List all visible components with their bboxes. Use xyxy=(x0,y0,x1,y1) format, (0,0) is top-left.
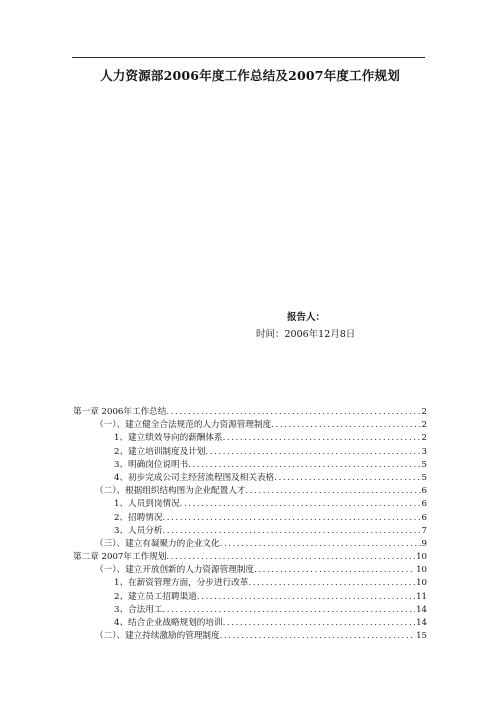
toc-dot-leader xyxy=(166,552,415,562)
toc-page-number: 3 xyxy=(421,446,427,457)
table-of-contents xyxy=(73,405,427,642)
toc-entry-title: 1、在薪资管理方面，分步进行改革 xyxy=(114,578,249,589)
toc-entry[interactable] xyxy=(73,497,427,510)
report-date: 时间：2006年12月8日 xyxy=(256,329,356,340)
toc-page-number: 10 xyxy=(416,565,427,576)
toc-dot-leader xyxy=(245,486,420,496)
toc-page-number: 9 xyxy=(421,538,427,549)
toc-entry-title: 1、人员到岗情况 xyxy=(114,499,180,510)
toc-page-number: 14 xyxy=(416,604,427,615)
toc-entry-title: （二）、建立持续激励的管理制度 xyxy=(95,631,220,642)
toc-entry-title: 3、合法用工 xyxy=(114,604,163,615)
toc-dot-leader xyxy=(274,473,420,483)
toc-page-number: 5 xyxy=(421,459,427,470)
toc-page-number: 15 xyxy=(416,631,427,642)
toc-entry-title: 2、建立员工招聘渠道 xyxy=(114,591,197,602)
toc-page-number: 6 xyxy=(421,499,427,510)
toc-dot-leader xyxy=(188,460,420,470)
toc-entry-title: 1、建立绩效导向的薪酬体系 xyxy=(114,433,223,444)
toc-entry[interactable] xyxy=(73,458,427,471)
toc-entry-title: 2、招聘情况 xyxy=(114,512,163,523)
toc-entry-title: 3、人员分析 xyxy=(114,525,163,536)
toc-entry-title: 4、初步完成公司主经营流程图及相关表格 xyxy=(114,472,275,483)
toc-dot-leader xyxy=(197,592,415,602)
toc-entry[interactable] xyxy=(73,471,427,484)
toc-dot-leader xyxy=(248,578,415,588)
toc-entry[interactable] xyxy=(73,550,427,563)
toc-entry[interactable] xyxy=(73,603,427,616)
toc-entry[interactable] xyxy=(73,418,427,431)
toc-page-number: 2 xyxy=(421,407,427,417)
toc-entry[interactable] xyxy=(73,576,427,589)
toc-entry[interactable] xyxy=(73,629,427,642)
toc-entry-title: （二）、根据组织结构图为企业配置人才 xyxy=(95,486,246,497)
toc-entry-title: 3、明确岗位说明书 xyxy=(114,459,189,470)
toc-entry[interactable] xyxy=(73,484,427,497)
toc-dot-leader xyxy=(220,539,421,549)
toc-page-number: 6 xyxy=(421,486,427,497)
toc-page-number: 14 xyxy=(416,618,427,628)
toc-entry[interactable] xyxy=(73,524,427,537)
toc-page-number: 5 xyxy=(421,472,427,483)
toc-entry-title: （一）、建立开放创新的人力资源管理制度 xyxy=(95,565,254,576)
toc-entry[interactable] xyxy=(73,616,427,629)
toc-page-number: 11 xyxy=(416,591,427,602)
toc-entry[interactable] xyxy=(73,511,427,524)
toc-dot-leader xyxy=(166,407,420,417)
toc-dot-leader xyxy=(271,420,420,430)
toc-entry-title: 2、建立培训制度及计划 xyxy=(114,446,206,457)
toc-entry-title: 第一章 2006年工作总结 xyxy=(73,407,167,417)
toc-dot-leader xyxy=(205,447,420,457)
toc-entry[interactable] xyxy=(73,445,427,458)
toc-page-number: 7 xyxy=(421,525,427,536)
toc-entry[interactable] xyxy=(73,405,427,418)
toc-dot-leader xyxy=(162,605,415,615)
toc-dot-leader xyxy=(223,433,421,443)
header-rule xyxy=(72,57,425,58)
reporter-label: 报告人： xyxy=(287,312,326,323)
toc-dot-leader xyxy=(220,631,415,641)
toc-dot-leader xyxy=(162,513,420,523)
toc-dot-leader xyxy=(254,565,415,575)
toc-entry[interactable] xyxy=(73,431,427,444)
toc-page-number: 10 xyxy=(416,552,427,563)
toc-dot-leader xyxy=(162,526,420,536)
toc-page-number: 10 xyxy=(416,578,427,589)
toc-page-number: 2 xyxy=(421,433,427,444)
toc-entry-title: 4、结合企业战略规划的培训 xyxy=(114,618,223,628)
toc-dot-leader xyxy=(223,618,415,628)
toc-entry-title: （三）、建立有凝聚力的企业文化 xyxy=(95,538,220,549)
toc-page-number: 6 xyxy=(421,512,427,523)
toc-entry[interactable] xyxy=(73,590,427,603)
toc-entry-title: （一）、建立健全合法规范的人力资源管理制度 xyxy=(95,420,272,431)
toc-entry[interactable] xyxy=(73,537,427,550)
toc-entry[interactable] xyxy=(73,563,427,576)
toc-dot-leader xyxy=(180,499,421,509)
toc-entry-title: 第二章 2007年工作规划 xyxy=(73,552,167,563)
document-title: 人力资源部2006年度工作总结及2007年度工作规划 xyxy=(100,68,400,83)
toc-page-number: 2 xyxy=(421,420,427,431)
